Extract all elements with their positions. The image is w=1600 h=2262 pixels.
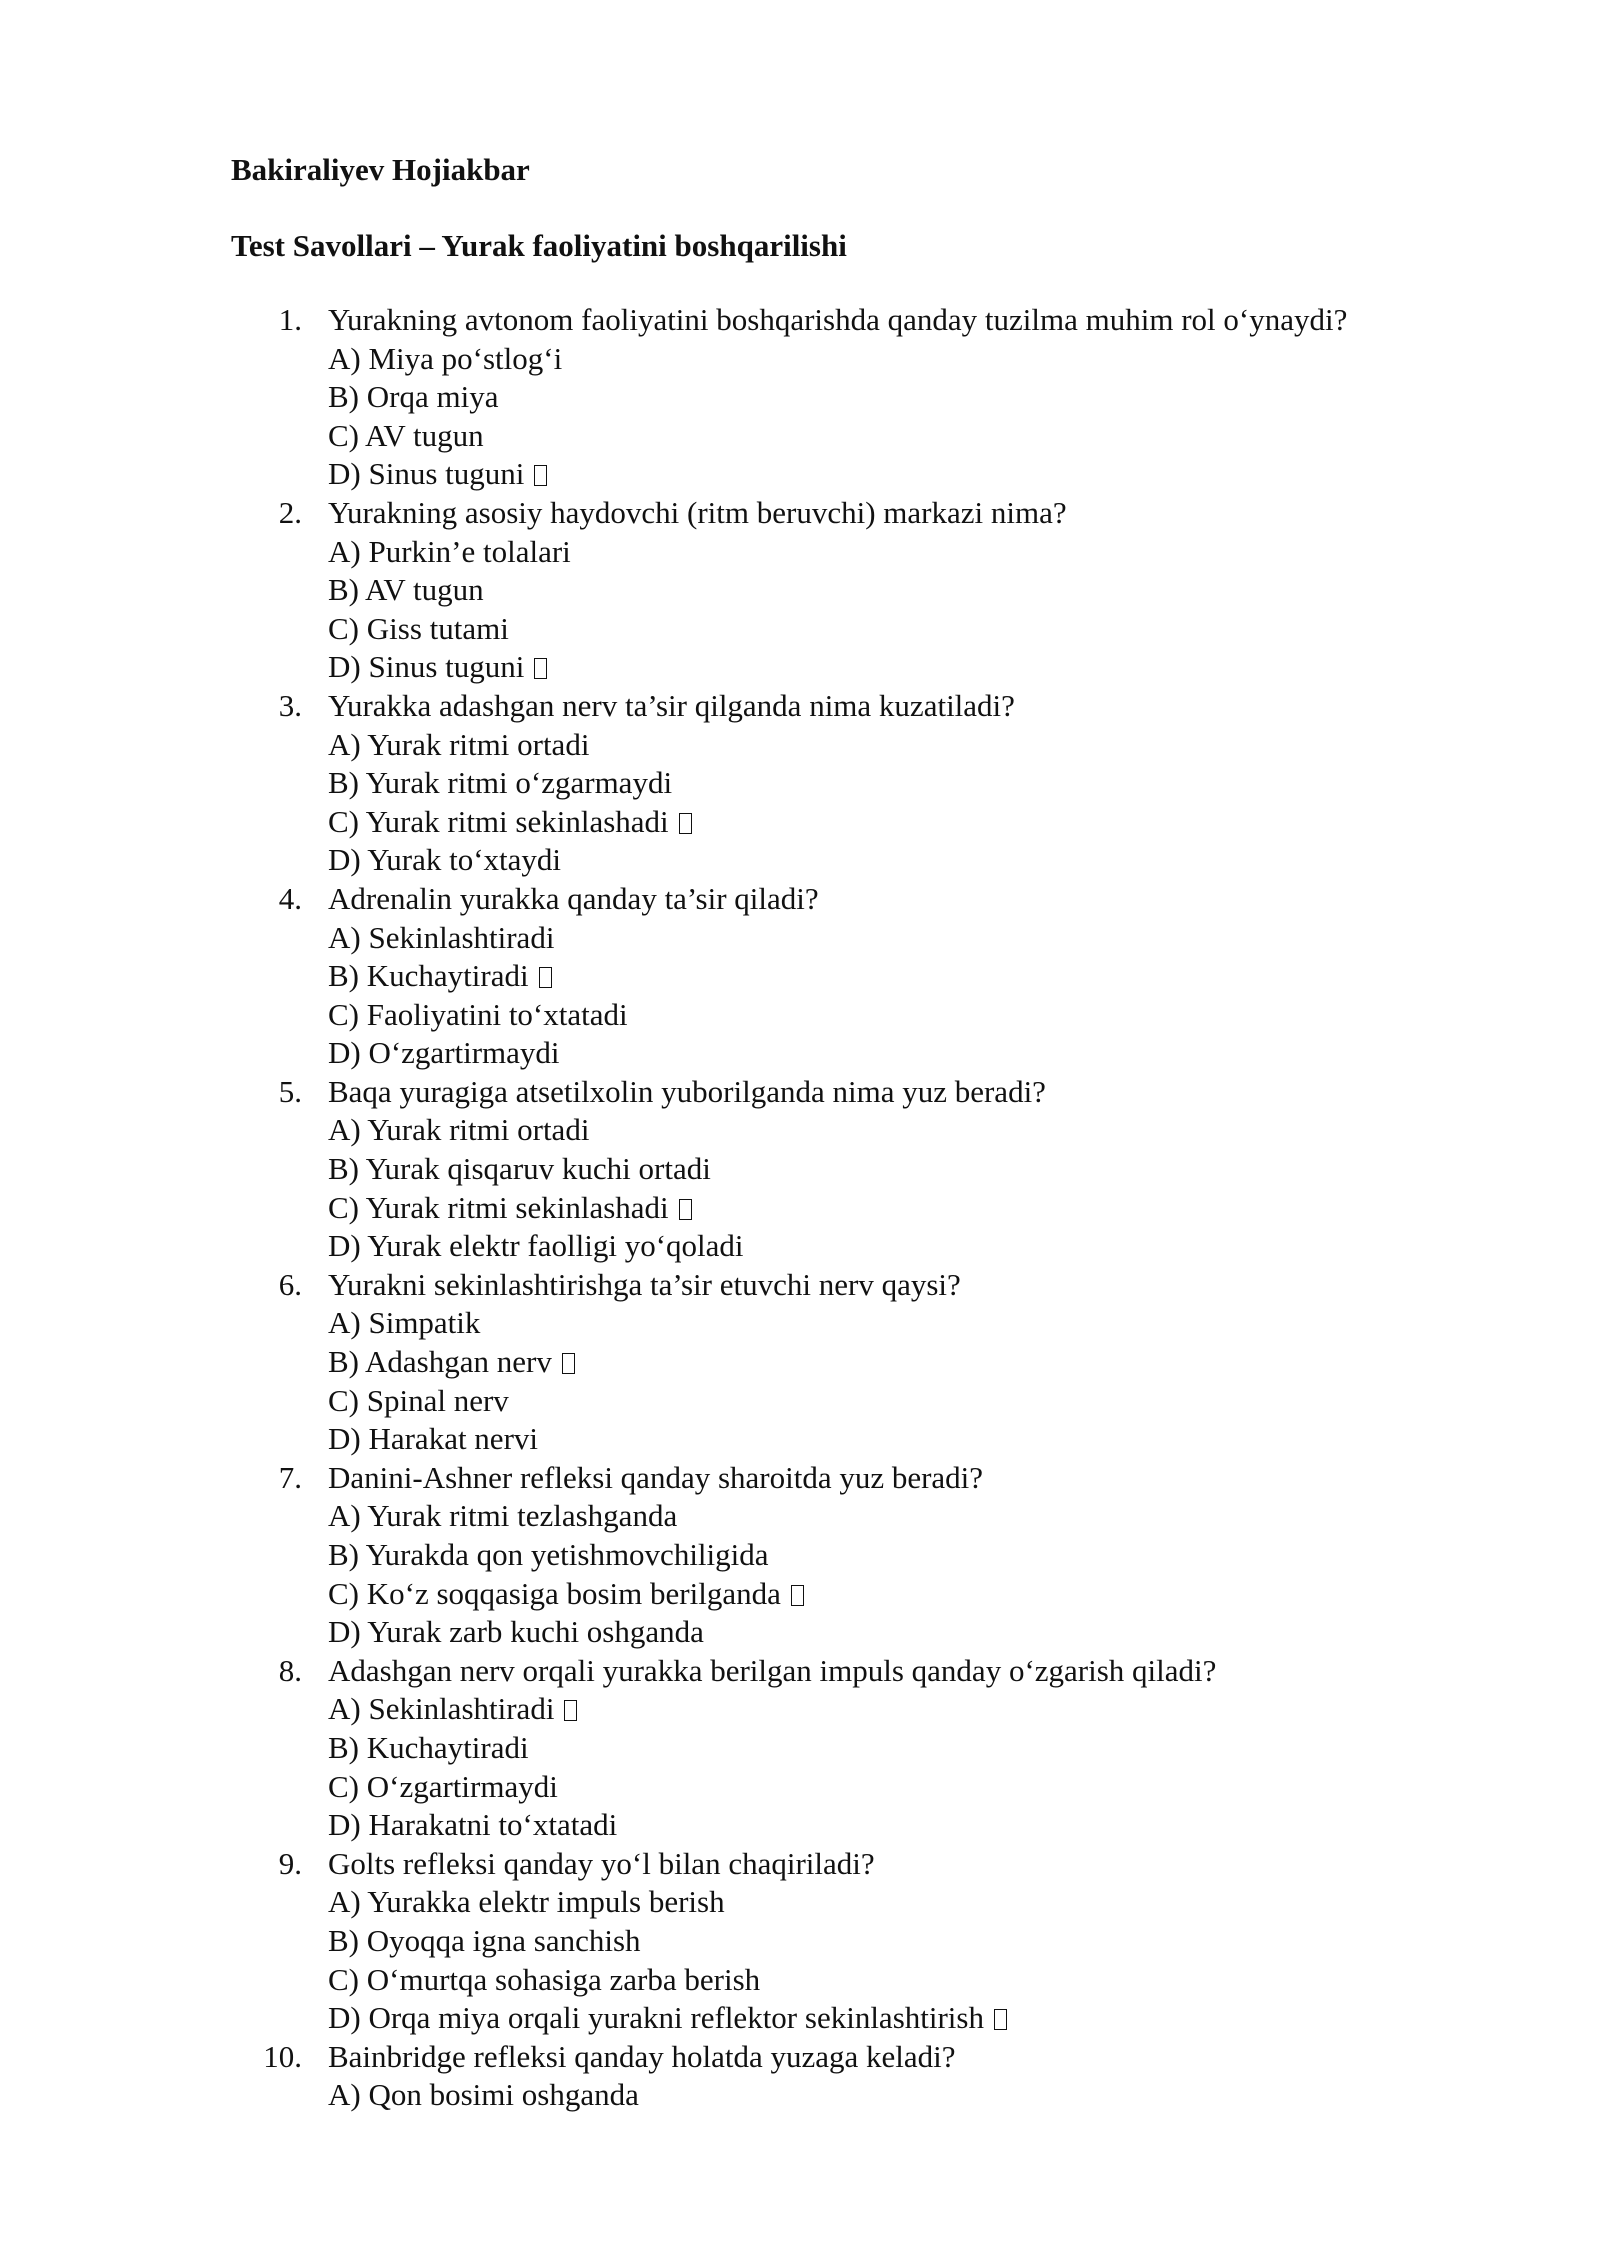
answer-option-content (328, 1806, 617, 1845)
answer-option-text: D) Yurak to‘xtaydi (328, 842, 562, 878)
answer-option-text: A) Purkin’e tolalari (328, 533, 571, 569)
answer-option (0, 648, 1600, 687)
answer-option-content (328, 1883, 725, 1922)
answer-option-text: C) Ko‘z soqqasiga bosim berilganda (328, 1575, 781, 1611)
answer-option (0, 1575, 1600, 1614)
answer-option (0, 1227, 1600, 1266)
question-line (0, 301, 1600, 340)
answer-option-text: B) Orqa miya (328, 379, 499, 415)
answer-option-text: B) Kuchaytiradi (328, 958, 529, 994)
answer-option-content (328, 957, 552, 996)
correct-answer-mark-icon (791, 1585, 804, 1606)
answer-option-content (328, 1420, 538, 1459)
answer-option-text: D) Orqa miya orqali yurakni reflektor sekinlashtirish (328, 2000, 984, 2036)
answer-option (0, 455, 1600, 494)
answer-option-text: D) Yurak zarb kuchi oshganda (328, 1614, 704, 1650)
answer-option-content (328, 1729, 529, 1768)
answer-option (0, 919, 1600, 958)
answer-option (0, 1420, 1600, 1459)
question-line (0, 880, 1600, 919)
answer-option-text: D) Harakatni to‘xtatadi (328, 1807, 618, 1843)
answer-option-content (328, 2076, 639, 2115)
answer-option (0, 1768, 1600, 1807)
answer-option-text: C) Giss tutami (328, 610, 509, 646)
answer-option-text: A) Yurak ritmi tezlashganda (328, 1498, 678, 1534)
answer-option-text: D) Harakat nervi (328, 1421, 539, 1457)
answer-option-content (328, 919, 554, 958)
answer-option-content (328, 1768, 558, 1807)
answer-option-content (328, 1382, 509, 1421)
correct-answer-mark-icon (534, 658, 547, 679)
answer-option-text: C) Yurak ritmi sekinlashadi (328, 803, 669, 839)
answer-option-content (328, 1536, 769, 1575)
answer-option-text: A) Miya po‘stlog‘i (328, 340, 563, 376)
question-item (0, 1266, 1600, 1459)
answer-option-text: C) O‘murtqa sohasiga zarba berish (328, 1961, 761, 1997)
question-text: Yurakning asosiy haydovchi (ritm beruvchi) markazi nima? (328, 494, 1067, 530)
answer-option-content (328, 610, 509, 649)
answer-option-content (328, 1304, 480, 1343)
answer-option (0, 1382, 1600, 1421)
answer-option-text: C) AV tugun (328, 417, 484, 453)
correct-answer-mark-icon (539, 967, 552, 988)
answer-option (0, 764, 1600, 803)
answer-option-text: B) Oyoqqa igna sanchish (328, 1922, 641, 1958)
question-line (0, 1073, 1600, 1112)
question-number: 10. (263, 2038, 302, 2074)
question-item (0, 687, 1600, 880)
question-number: 9. (278, 1845, 302, 1881)
answer-option (0, 378, 1600, 417)
answer-option (0, 803, 1600, 842)
answer-option-text: B) Yurak ritmi o‘zgarmaydi (328, 765, 673, 801)
answer-option-content (328, 1999, 1007, 2038)
answer-option-text: D) O‘zgartirmaydi (328, 1035, 560, 1071)
answer-option-text: A) Simpatik (328, 1305, 481, 1341)
correct-answer-mark-icon (534, 465, 547, 486)
page-title: Test Savollari – Yurak faoliyatini boshqarilishi (231, 228, 847, 263)
question-number: 8. (278, 1652, 302, 1688)
answer-option (0, 957, 1600, 996)
answer-option (0, 1883, 1600, 1922)
answer-option-text: A) Sekinlashtiradi (328, 1691, 555, 1727)
answer-option (0, 610, 1600, 649)
answer-option (0, 1922, 1600, 1961)
question-text: Danini-Ashner refleksi qanday sharoitda yuz beradi? (328, 1459, 984, 1495)
answer-option-content (328, 1034, 560, 1073)
answer-option (0, 1497, 1600, 1536)
question-number: 5. (278, 1073, 302, 1109)
answer-option-content (328, 1111, 589, 1150)
answer-option-text: A) Qon bosimi oshganda (328, 2077, 639, 2113)
question-line (0, 1266, 1600, 1305)
question-line (0, 494, 1600, 533)
question-text: Yurakni sekinlashtirishga ta’sir etuvchi nerv qaysi? (328, 1266, 961, 1302)
answer-option-content (328, 1922, 641, 1961)
answer-option-text: C) O‘zgartirmaydi (328, 1768, 558, 1804)
correct-answer-mark-icon (679, 1199, 692, 1220)
answer-option (0, 1304, 1600, 1343)
answer-option-content (328, 1189, 692, 1228)
answer-option-text: A) Yurakka elektr impuls berish (328, 1884, 725, 1920)
answer-option-text: D) Sinus tuguni (328, 649, 525, 685)
answer-option-content (328, 1227, 744, 1266)
answer-option-content (328, 340, 562, 379)
answer-option-content (328, 1961, 760, 2000)
question-text: Bainbridge refleksi qanday holatda yuzaga keladi? (328, 2038, 956, 2074)
answer-option-content (328, 571, 484, 610)
answer-option-text: B) Kuchaytiradi (328, 1729, 529, 1765)
question-item (0, 301, 1600, 494)
answer-option (0, 1343, 1600, 1382)
answer-option-content (328, 726, 589, 765)
question-number: 4. (278, 880, 302, 916)
question-number: 1. (278, 302, 302, 337)
answer-option (0, 417, 1600, 456)
question-number: 7. (278, 1459, 302, 1495)
correct-answer-mark-icon (679, 813, 692, 834)
answer-option-content (328, 1575, 804, 1614)
answer-option-content (328, 1497, 677, 1536)
question-line (0, 1459, 1600, 1498)
answer-option (0, 533, 1600, 572)
answer-option-content (328, 996, 628, 1035)
answer-option (0, 841, 1600, 880)
answer-option-content (328, 417, 484, 456)
answer-option-content (328, 455, 547, 494)
question-line (0, 2038, 1600, 2077)
answer-option-text: A) Sekinlashtiradi (328, 919, 555, 955)
answer-option-text: B) Yurakda qon yetishmovchiligida (328, 1537, 769, 1572)
question-number: 3. (278, 687, 302, 723)
answer-option (0, 1690, 1600, 1729)
answer-option-content (328, 1690, 577, 1729)
answer-option (0, 1034, 1600, 1073)
answer-option (0, 2076, 1600, 2115)
answer-option-content (328, 1613, 704, 1652)
answer-option (0, 1536, 1600, 1575)
answer-option (0, 1729, 1600, 1768)
question-text: Adrenalin yurakka qanday ta’sir qiladi? (328, 880, 819, 916)
question-line (0, 1845, 1600, 1884)
question-text: Baqa yuragiga atsetilxolin yuborilganda nima yuz beradi? (328, 1073, 1046, 1109)
answer-option (0, 1613, 1600, 1652)
correct-answer-mark-icon (994, 2009, 1007, 2030)
answer-option-text: C) Spinal nerv (328, 1382, 509, 1418)
question-text: Yurakning avtonom faoliyatini boshqarishda qanday tuzilma muhim rol o‘ynaydi? (328, 302, 1348, 337)
answer-option (0, 726, 1600, 765)
question-item (0, 1652, 1600, 1845)
answer-option-content (328, 648, 547, 687)
question-list (0, 301, 1600, 2115)
answer-option-content (328, 841, 561, 880)
answer-option-text: D) Yurak elektr faolligi yo‘qoladi (328, 1228, 744, 1264)
answer-option-text: A) Yurak ritmi ortadi (328, 726, 590, 762)
answer-option-text: B) Adashgan nerv (328, 1344, 552, 1380)
answer-option-text: D) Sinus tuguni (328, 456, 525, 492)
answer-option (0, 1961, 1600, 2000)
question-text: Golts refleksi qanday yo‘l bilan chaqiriladi? (328, 1845, 875, 1881)
question-number: 6. (278, 1266, 302, 1302)
question-item (0, 1845, 1600, 2038)
question-number: 2. (278, 494, 302, 530)
answer-option-text: A) Yurak ritmi ortadi (328, 1112, 590, 1148)
question-text: Yurakka adashgan nerv ta’sir qilganda nima kuzatiladi? (328, 687, 1015, 723)
answer-option-content (328, 533, 571, 572)
question-item (0, 1073, 1600, 1266)
answer-option (0, 1999, 1600, 2038)
question-item (0, 1459, 1600, 1652)
answer-option (0, 1150, 1600, 1189)
answer-option-content (328, 803, 692, 842)
answer-option (0, 340, 1600, 379)
question-line (0, 687, 1600, 726)
correct-answer-mark-icon (564, 1700, 577, 1721)
answer-option-text: C) Faoliyatini to‘xtatadi (328, 996, 628, 1032)
answer-option-content (328, 764, 672, 803)
answer-option-content (328, 1150, 711, 1189)
question-item (0, 494, 1600, 687)
answer-option (0, 1806, 1600, 1845)
answer-option-content (328, 378, 498, 417)
answer-option-text: C) Yurak ritmi sekinlashadi (328, 1189, 669, 1225)
answer-option (0, 1189, 1600, 1228)
question-item (0, 880, 1600, 1073)
answer-option-content (328, 1343, 575, 1382)
correct-answer-mark-icon (562, 1353, 575, 1374)
answer-option (0, 1111, 1600, 1150)
author-name: Bakiraliyev Hojiakbar (231, 152, 530, 187)
answer-option (0, 571, 1600, 610)
answer-option-text: B) Yurak qisqaruv kuchi ortadi (328, 1151, 711, 1187)
question-line (0, 1652, 1600, 1691)
answer-option-text: B) AV tugun (328, 572, 484, 608)
question-text: Adashgan nerv orqali yurakka berilgan impuls qanday o‘zgarish qiladi? (328, 1652, 1217, 1688)
question-item (0, 2038, 1600, 2115)
answer-option (0, 996, 1600, 1035)
